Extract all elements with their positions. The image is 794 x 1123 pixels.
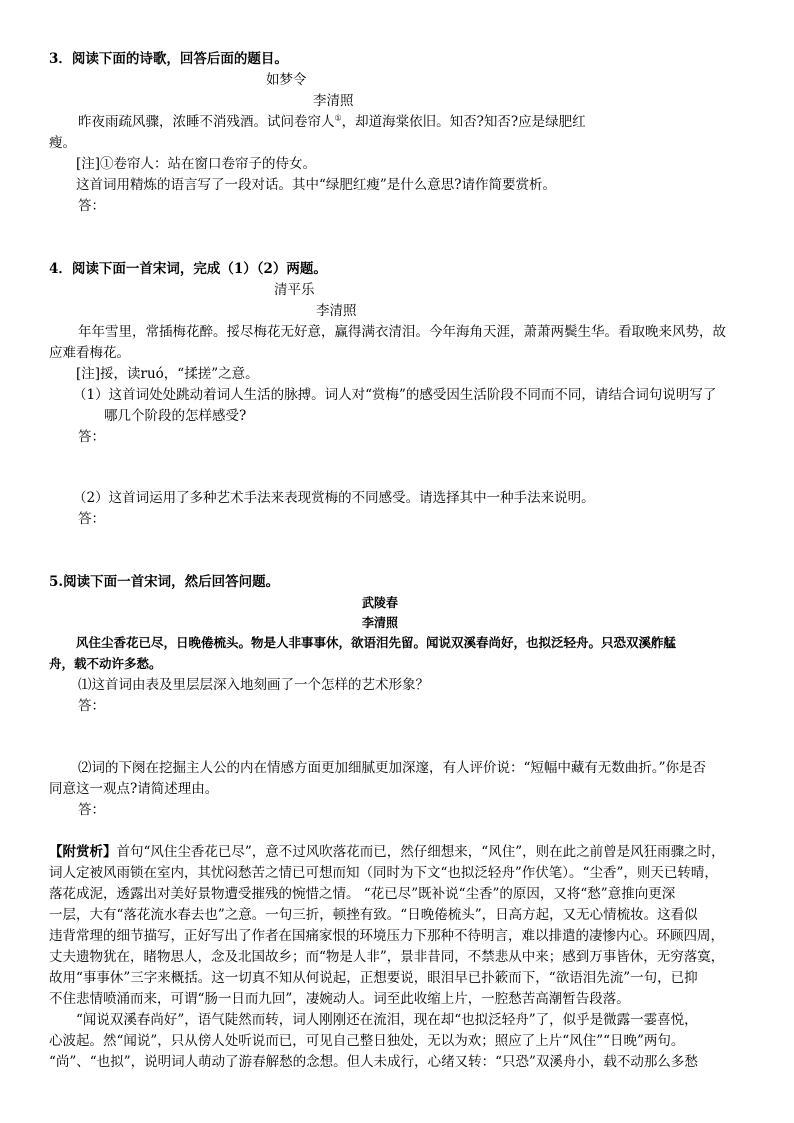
appendix-line-10: 心波起。然“闻说”，只从傍人处听说而已，可见自己整日独处，无以为欢；照应了上片“风住”“日晚”两句。 xyxy=(49,1033,685,1049)
appendix-line-9: “闻说双溪春尚好”，语气陡然而转，词人刚刚还在流泪，现在却“也拟泛轻舟”了，似乎是微露一霎喜悦， xyxy=(76,1012,698,1028)
q5-poem-line-1: 风住尘香花已尽，日晚倦梳头。物是人非事事休，欲语泪先留。闻说双溪春尚好，也拟泛轻舟。只恐双溪舴艋 xyxy=(76,635,677,650)
q4-author: 李清照 xyxy=(316,303,357,319)
q3-poem-line-1b: ，却道海棠依旧。知否?知否?应是绿肥红 xyxy=(341,114,586,130)
appendix-line-7: 故用“事事休”三字来概括。这一切真不知从何说起，正想要说，眼泪早已扑簌而下，“欲语泪先流”一句，已抑 xyxy=(49,970,698,986)
appendix-text-1: 首句“风住尘香花已尽”，意不过风吹落花而已，然仔细想来，“风住”，则在此之前曾是风狂雨骤之时， xyxy=(116,844,725,860)
q3-poem-title: 如梦令 xyxy=(266,72,307,88)
q3-poem-line-1a: 昨夜雨疏风骤，浓睡不消残酒。试问卷帘人 xyxy=(78,114,335,130)
q3-heading: 3．阅读下面的诗歌，回答后面的题目。 xyxy=(49,51,288,67)
q4-heading: 4．阅读下面一首宋词，完成（1）（2）两题。 xyxy=(49,261,327,277)
q3-note-mark: ① xyxy=(334,113,342,123)
q5-sub2-line-2: 同意这一观点?请简述理由。 xyxy=(49,781,219,797)
q4-poem-line-2: 应难看梅花。 xyxy=(49,345,130,361)
q5-poem-line-2: 舟，载不动许多愁。 xyxy=(49,656,162,671)
q3-poem-line-2: 瘦。 xyxy=(49,135,76,151)
q5-sub2-line-1: ⑵词的下阕在挖掘主人公的内在情感方面更加细腻更加深邃，有人评价说：“短幅中藏有无数曲折。”你是否 xyxy=(78,760,707,776)
q5-poem-title: 武陵春 xyxy=(362,595,398,610)
q5-answer2-label: 答： xyxy=(78,802,105,818)
q3-poem-line-1 xyxy=(78,113,586,131)
q3-question: 这首词用精炼的语言写了一段对话。其中“绿肥红瘦”是什么意思?请作简要赏析。 xyxy=(76,177,557,193)
q3-note: [注]①卷帘人：站在窗口卷帘子的侍女。 xyxy=(76,156,317,172)
q3-author: 李清照 xyxy=(313,93,354,109)
q4-answer1-label: 答： xyxy=(78,429,105,445)
appendix-line-4: 一层，大有“落花流水春去也”之意。一句三折，顿挫有致。“日晚倦梳头”，日高方起，又无心情梳妆。这看似 xyxy=(49,907,698,923)
appendix-line-11: “尚”、“也拟”，说明词人萌动了游春解愁的念想。但人未成行，心绪又转：“只恐”双溪舟小，载不动那么多愁 xyxy=(49,1054,698,1070)
appendix-line-5: 违背常理的细节描写，正好写出了作者在国痛家恨的环境压力下那种不待明言，难以排遣的凄惨内心。环顾四周， xyxy=(49,928,724,944)
q4-note: [注]挼，读ruó，“揉搓”之意。 xyxy=(76,366,259,382)
appendix-line-3: 落花成泥，透露出对美好景物遭受摧残的惋惜之情。 “花已尽”既补说“尘香”的原因，又将“愁”意推向更深 xyxy=(49,886,676,902)
q4-poem-title: 清平乐 xyxy=(274,282,315,298)
q4-sub1-line-2: 哪几个阶段的怎样感受? xyxy=(104,408,247,424)
appendix-line-6: 丈夫遗物犹在，睹物思人，念及北国故乡；而“物是人非”，景非昔同，不禁悲从中来；感到万事皆休，无穷落寞， xyxy=(49,949,725,965)
appendix-line-1 xyxy=(49,843,725,861)
appendix-line-8: 不住悲情喷涌而来，可谓“肠一日而九回”，凄婉动人。词至此收缩上片，一腔愁苦高潮暂告段落。 xyxy=(49,991,630,1007)
q5-heading: 5.阅读下面一首宋词，然后回答问题。 xyxy=(49,574,280,590)
q4-sub1-line-1: （1）这首词处处跳动着词人生活的脉搏。词人对“赏梅”的感受因生活阶段不同而不同，请结合词句说明写了 xyxy=(73,387,717,403)
q4-answer2-label: 答： xyxy=(78,511,105,527)
appendix-line-2: 词人定被风雨锁在室内，其忧闷愁苦之情已可想而知（同时为下文“也拟泛轻舟”作伏笔）。“尘香”，则天已转晴， xyxy=(49,865,718,881)
q4-sub2: （2）这首词运用了多种艺术手法来表现赏梅的不同感受。请选择其中一种手法来说明。 xyxy=(73,490,595,506)
q5-author: 李清照 xyxy=(362,615,398,630)
q5-sub1: ⑴这首词由表及里层层深入地刻画了一个怎样的艺术形象？ xyxy=(78,677,429,693)
q4-poem-line-1: 年年雪里，常插梅花醉。挼尽梅花无好意，赢得满衣清泪。今年海角天涯，萧萧两鬓生华。看取晚来风势，故 xyxy=(78,324,726,340)
q5-answer1-label: 答： xyxy=(78,698,105,714)
appendix-label: 【附赏析】 xyxy=(49,844,117,860)
q3-answer-label: 答： xyxy=(78,198,105,214)
